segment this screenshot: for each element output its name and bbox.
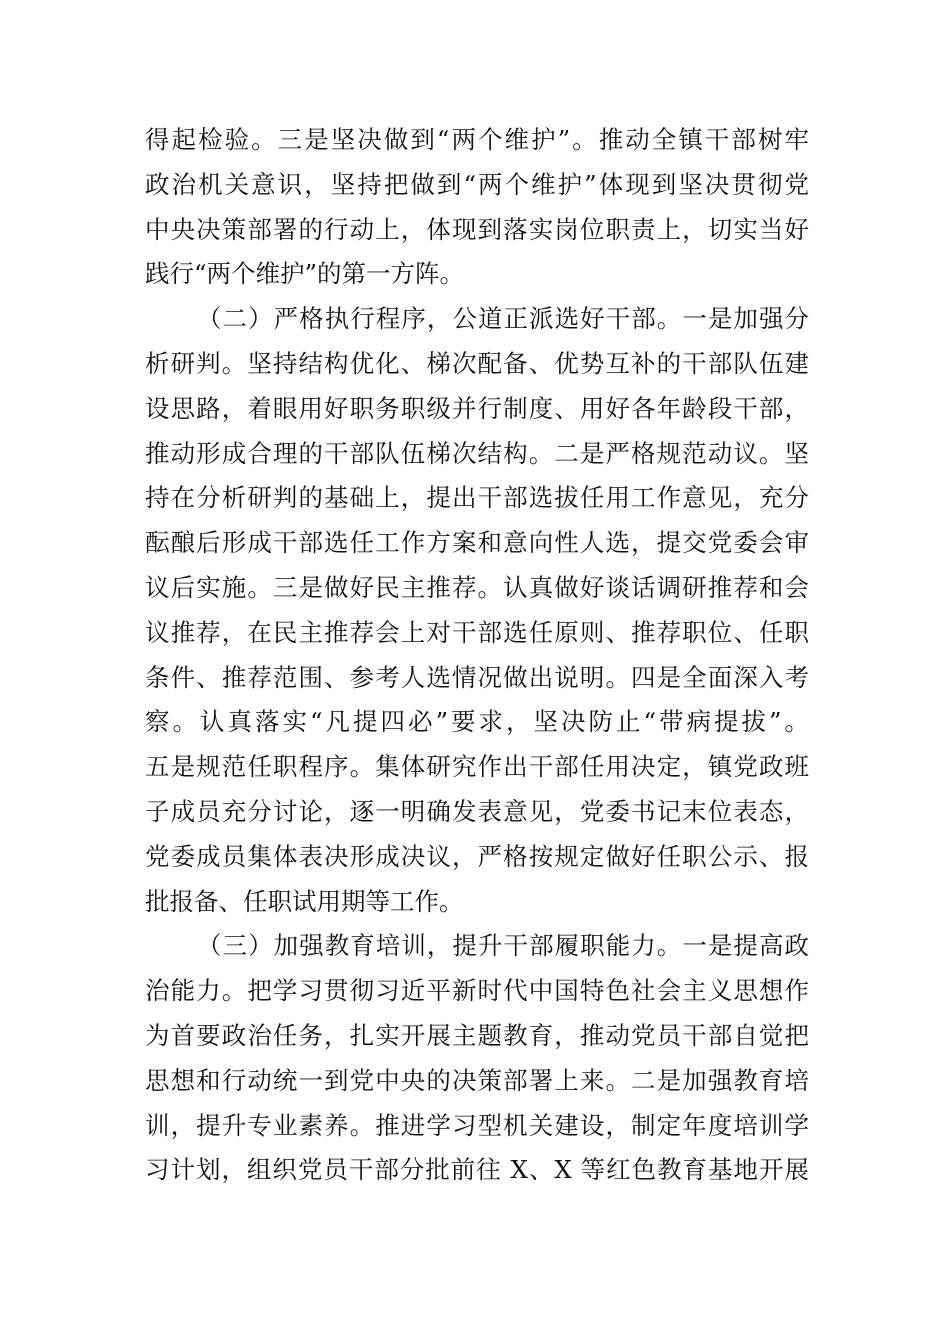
text-line: 酝酿后形成干部选任工作方案和意向性人选，提交党委会审 [145,528,809,558]
text-line: 五是规范任职程序。集体研究作出干部任用决定，镇党政班 [145,752,809,782]
text-line: 中央决策部署的行动上，体现到落实岗位职责上，切实当好 [145,214,809,244]
text-line: 习计划，组织党员干部分批前往 X、X 等红色教育基地开展 [145,1155,809,1185]
text-line: 条件、推荐范围、参考人选情况做出说明。四是全面深入考 [145,662,809,692]
text-line: 析研判。坚持结构优化、梯次配备、优势互补的干部队伍建 [145,348,809,378]
text-line: 设思路，着眼用好职务职级并行制度、用好各年龄段干部， [145,393,809,423]
section-heading-line: （三）加强教育培训，提升干部履职能力。一是提高政 [197,931,809,961]
text-line: 训，提升专业素养。推进学习型机关建设，制定年度培训学 [145,1110,809,1140]
text-line: 子成员充分讨论，逐一明确发表意见，党委书记末位表态， [145,796,809,826]
text-line: 批报备、任职试用期等工作。 [145,886,464,916]
text-line: 推动形成合理的干部队伍梯次结构。二是严格规范动议。坚 [145,438,809,468]
text-line: 思想和行动统一到党中央的决策部署上来。二是加强教育培 [145,1065,809,1095]
body-text [145,118,809,1193]
text-line: 得起检验。三是坚决做到“两个维护”。推动全镇干部树牢 [145,125,809,154]
section-heading-line: （二）严格执行程序，公道正派选好干部。一是加强分 [197,304,809,334]
text-line: 议后实施。三是做好民主推荐。认真做好谈话调研推荐和会 [145,572,809,602]
text-line: 党委成员集体表决形成决议，严格按规定做好任职公示、报 [145,841,809,871]
text-line: 察。认真落实“凡提四必”要求，坚决防止“带病提拔”。 [145,707,809,737]
text-line: 政治机关意识，坚持把做到“两个维护”体现到坚决贯彻党 [145,169,809,199]
text-line: 为首要政治任务，扎实开展主题教育，推动党员干部自觉把 [145,1020,809,1050]
text-line: 持在分析研判的基础上，提出干部选拔任用工作意见，充分 [145,483,809,513]
text-line: 议推荐，在民主推荐会上对干部选任原则、推荐职位、任职 [145,617,809,647]
text-line: 践行“两个维护”的第一方阵。 [145,259,465,289]
text-line: 治能力。把学习贯彻习近平新时代中国特色社会主义思想作 [145,976,809,1006]
